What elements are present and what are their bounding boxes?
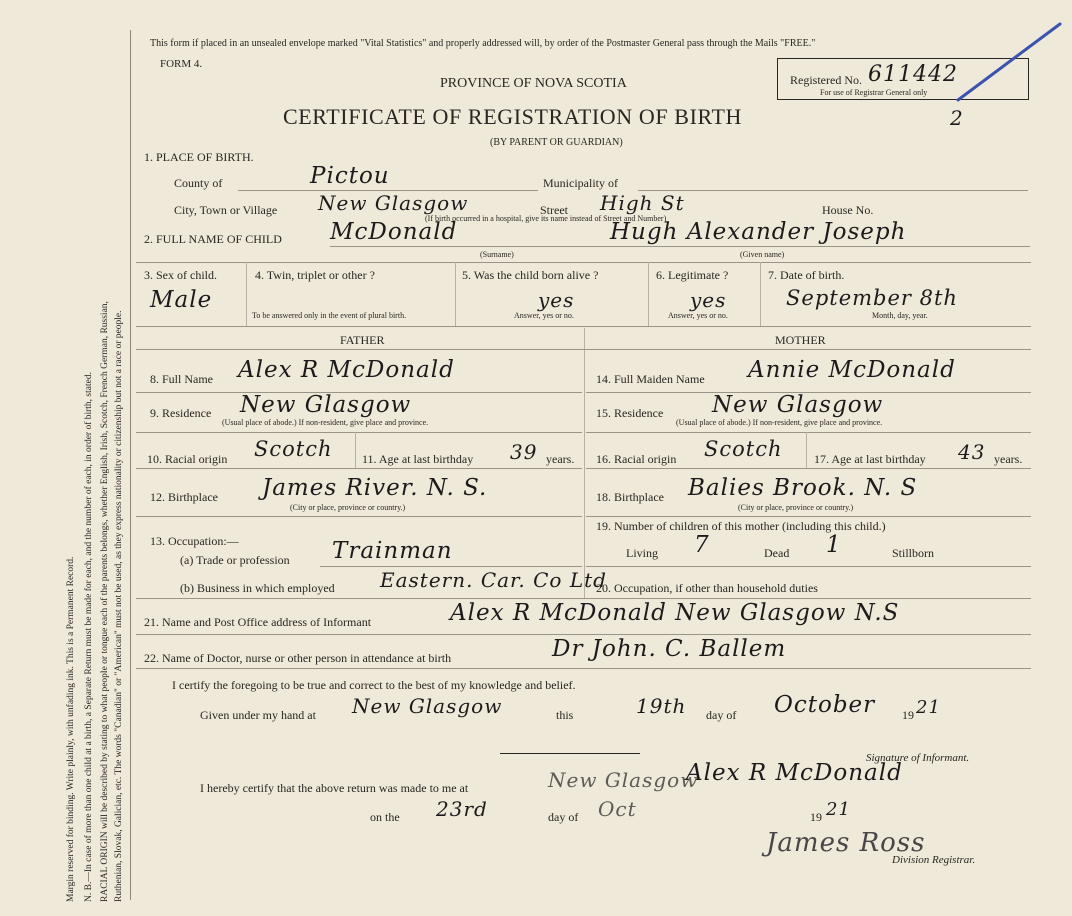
informant-sig-rule [500,753,640,754]
father-years: years. [546,452,575,466]
dead-value: 1 [826,532,842,558]
mother-years: years. [994,452,1023,466]
father-trade-value: Trainman [332,538,453,564]
given-place-value: New Glasgow [352,694,503,718]
certificate-title: CERTIFICATE OF REGISTRATION OF BIRTH [283,104,742,129]
doctor-value: Dr John. C. Ballem [552,636,787,662]
alive-note: Answer, yes or no. [514,311,574,320]
registered-no-value: 611442 [868,62,958,87]
binding-margin-line [130,30,131,900]
rule-row3-bottom [136,326,1031,327]
mother-residence-value: New Glasgow [712,392,884,418]
stillborn-label: Stillborn [892,546,935,560]
registrar-year-value: 21 [826,799,851,820]
father-birthplace-label: 12. Birthplace [150,490,218,504]
mother-children-label: 19. Number of children of this mother (including this child.) [596,519,886,533]
registrar-use-note: For use of Registrar General only [820,88,928,97]
father-heading: FATHER [340,333,385,347]
certificate-subtitle: (BY PARENT OR GUARDIAN) [490,137,623,148]
date-note: Month, day, year. [872,311,928,320]
margin-note-racial-origin: RACIAL ORIGIN will be described by stating to what people or tongue each of the parents belongs, whether English, Irish, Scotch, French German, Russian, [100,301,110,902]
registrar-day-value: 23rd [436,797,488,821]
city-label: City, Town or Village [174,203,278,217]
hospital-note: (If birth occurred in a hospital, give its name instead of Street and Number) [425,214,667,223]
divider-4-5 [455,262,456,326]
father-residence-value: New Glasgow [240,392,412,418]
father-occupation-label: 13. Occupation:— [150,534,239,548]
mother-birthplace-value: Balies Brook. N. S [688,475,918,501]
mother-heading: MOTHER [775,333,826,347]
alive-value: yes [538,288,575,312]
father-name-label: 8. Full Name [150,372,213,386]
mother-occupation-label: 20. Occupation, if other than household duties [596,581,818,595]
mail-notice: This form if placed in an unsealed envelope marked "Vital Statistics" and properly addressed will, by order of the Postmaster General pass through the Mails "FREE." [150,38,816,49]
divider-3-4 [246,262,247,326]
child-surname: McDonald [330,219,458,245]
margin-note-multiple-births: N. B.—In case of more than one child at a birth, a Separate Return must be made for each, and the number of each, in order of birth, stated. [84,372,94,902]
county-value: Pictou [310,163,390,189]
rule-row3-top [136,262,1031,263]
street-value: High St [600,191,685,215]
mother-age-value: 43 [958,440,986,464]
child-name-label: 2. FULL NAME OF CHILD [144,232,282,246]
divider-6-7 [760,262,761,326]
twin-label: 4. Twin, triplet or other ? [255,268,375,282]
informant-rule [136,634,1031,635]
legitimate-note: Answer, yes or no. [668,311,728,320]
father-business-label: (b) Business in which employed [180,581,335,595]
this-label: this [556,708,574,722]
father-name-value: Alex R McDonald [238,357,455,383]
mother-children-rule [586,566,1031,567]
county-label: County of [174,176,223,190]
father-birthplace-note: (City or place, province or country.) [290,503,406,512]
father-age-label: 11. Age at last birthday [362,452,474,466]
father-trade-label: (a) Trade or profession [180,553,290,567]
registrar-on-the-label: on the [370,810,400,824]
registrar-text: I hereby certify that the above return was made to me at [200,781,469,795]
registrar-year-prefix: 19 [810,810,822,824]
blue-check-mark [950,18,1065,108]
municipality-label: Municipality of [543,176,618,190]
father-birthplace-rule [136,516,582,517]
city-value: New Glasgow [318,191,469,215]
alive-label: 5. Was the child born alive ? [462,268,599,282]
informant-sig-value: Alex R McDonald [686,760,903,786]
registrar-signature: James Ross [766,828,926,858]
father-trade-rule [320,566,582,567]
mother-age-divider [806,432,807,468]
rule-parents-bottom [136,598,1031,599]
divider-5-6 [648,262,649,326]
mother-racial-rule [586,468,1031,469]
certify-day-of-label: day of [706,708,737,722]
given-name-caption: (Given name) [740,250,785,259]
parents-divider [584,328,585,598]
father-residence-rule [136,432,582,433]
father-age-value: 39 [510,440,538,464]
living-label: Living [626,546,658,560]
doctor-label: 22. Name of Doctor, nurse or other person in attendance at birth [144,651,452,665]
registered-no-label: Registered No. [790,73,862,87]
father-residence-label: 9. Residence [150,406,212,420]
province-heading: PROVINCE OF NOVA SCOTIA [440,76,627,91]
legitimate-value: yes [690,288,727,312]
informant-label: 21. Name and Post Office address of Informant [144,615,372,629]
mother-racial-label: 16. Racial origin [596,452,677,466]
surname-caption: (Surname) [480,250,514,259]
mother-racial-value: Scotch [704,437,783,461]
father-racial-value: Scotch [254,437,333,461]
informant-sig-label: Signature of Informant. [866,752,970,764]
margin-note-binding: Margin reserved for binding. Write plainly, with unfading ink. This is a Permanent Record. [66,556,76,902]
certify-year-prefix: 19 [902,708,914,722]
informant-value: Alex R McDonald New Glasgow N.S [450,600,900,626]
father-racial-label: 10. Racial origin [147,452,228,466]
registrar-place-value: New Glasgow [548,768,699,792]
living-value: 7 [694,532,710,558]
mother-birthplace-label: 18. Birthplace [596,490,664,504]
certify-day-value: 19th [636,694,687,718]
certify-year-value: 21 [916,697,941,718]
dead-label: Dead [764,546,790,560]
street-label: Street [540,203,568,217]
father-birthplace-value: James River. N. S. [262,475,488,501]
legitimate-label: 6. Legitimate ? [656,268,729,282]
margin-note-nationality: Ruthenian, Slovak, Galician, etc. The words "Canadian" or "American" must not be used, as they express nationality or citizenship but not a race or people. [114,310,124,902]
house-no-label: House No. [822,203,874,217]
registrar-day-of-label: day of [548,810,579,824]
father-residence-note: (Usual place of abode.) If non-resident, give place and province. [222,418,429,427]
place-of-birth-label: 1. PLACE OF BIRTH. [144,150,254,164]
mother-age-label: 17. Age at last birthday [814,452,926,466]
father-business-value: Eastern. Car. Co Ltd [380,568,607,592]
division-registrar-label: Division Registrar. [892,854,976,866]
certify-text: I certify the foregoing to be true and correct to the best of my knowledge and belief. [172,678,576,692]
father-racial-rule [136,468,582,469]
stamp-mark: 2 [950,106,964,130]
date-label: 7. Date of birth. [768,268,845,282]
father-age-divider [355,432,356,468]
date-value: September 8th [786,286,958,310]
rule-parents-top [136,349,1031,350]
municipality-line [638,190,1028,191]
child-name-line [330,246,1030,247]
sex-value: Male [150,287,213,313]
mother-name-value: Annie McDonald [748,357,956,383]
sex-label: 3. Sex of child. [144,268,217,282]
child-given-name: Hugh Alexander Joseph [610,219,907,245]
doctor-rule [136,668,1031,669]
mother-birthplace-note: (City or place, province or country.) [738,503,854,512]
mother-residence-rule [586,432,1031,433]
twin-note: To be answered only in the event of plural birth. [252,311,407,320]
mother-name-label: 14. Full Maiden Name [596,372,705,386]
mother-residence-note: (Usual place of abode.) If non-resident, give place and province. [676,418,883,427]
mother-birthplace-rule [586,516,1031,517]
mother-residence-label: 15. Residence [596,406,664,420]
certify-month-value: October [774,692,876,718]
given-under-label: Given under my hand at [200,708,316,722]
registrar-month-value: Oct [598,797,637,821]
form-number: FORM 4. [160,58,203,70]
